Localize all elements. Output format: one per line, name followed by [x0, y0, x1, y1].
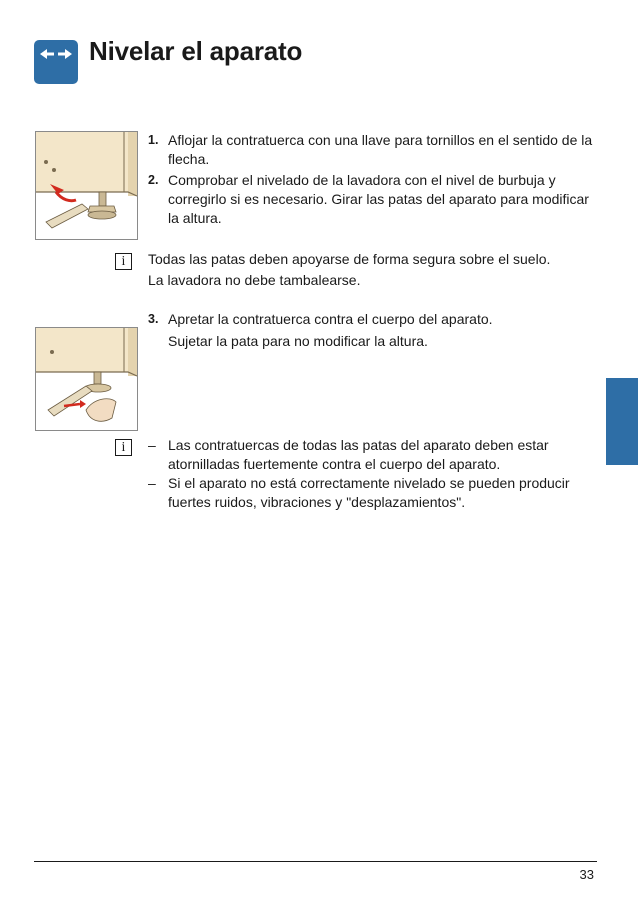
- dash-bullet: –: [148, 437, 156, 453]
- step-number: 3.: [148, 312, 159, 326]
- note-item-text: Si el aparato no está correctamente nivelado se pueden producir fuertes ruidos, vibraciones y "desplazamientos".: [168, 475, 570, 510]
- note-list-item: [148, 436, 605, 474]
- info-note-b: [115, 436, 605, 512]
- section-side-tab: [606, 378, 638, 465]
- note-line: La lavadora no debe tambalearse.: [148, 272, 361, 288]
- step-number: 2.: [148, 173, 159, 187]
- page-number: 33: [579, 867, 594, 882]
- steps-list-b: [148, 310, 598, 351]
- note-list-item: [148, 474, 605, 512]
- step-item: [148, 131, 598, 169]
- step-text: Apretar la contratuerca contra el cuerpo del aparato.: [168, 311, 493, 327]
- step-number: 1.: [148, 133, 159, 147]
- step-subtext: Sujetar la pata para no modificar la altura.: [168, 333, 428, 349]
- illustration-loosen-locknut: [35, 131, 138, 240]
- step-text: Aflojar la contratuerca con una llave para tornillos en el sentido de la flecha.: [168, 132, 593, 167]
- page-title: Nivelar el aparato: [89, 36, 303, 66]
- step-item: [148, 310, 598, 351]
- step-text: Comprobar el nivelado de la lavadora con el nivel de burbuja y corregirlo si es necesario. Girar las patas del aparato para modificar la altura.: [168, 172, 589, 226]
- steps-list-a: [148, 131, 598, 228]
- double-arrow-icon: [34, 40, 78, 84]
- info-note-a: [115, 250, 605, 290]
- note-line: Todas las patas deben apoyarse de forma segura sobre el suelo.: [148, 251, 551, 267]
- note-item-text: Las contratuercas de todas las patas del aparato deben estar atornilladas fuertemente contra el cuerpo del aparato.: [168, 437, 549, 472]
- info-icon: i: [115, 253, 132, 270]
- info-icon: i: [115, 439, 132, 456]
- illustration-tighten-locknut: [35, 327, 138, 431]
- dash-bullet: –: [148, 475, 156, 491]
- step-item: [148, 171, 598, 228]
- footer-divider: [34, 861, 597, 862]
